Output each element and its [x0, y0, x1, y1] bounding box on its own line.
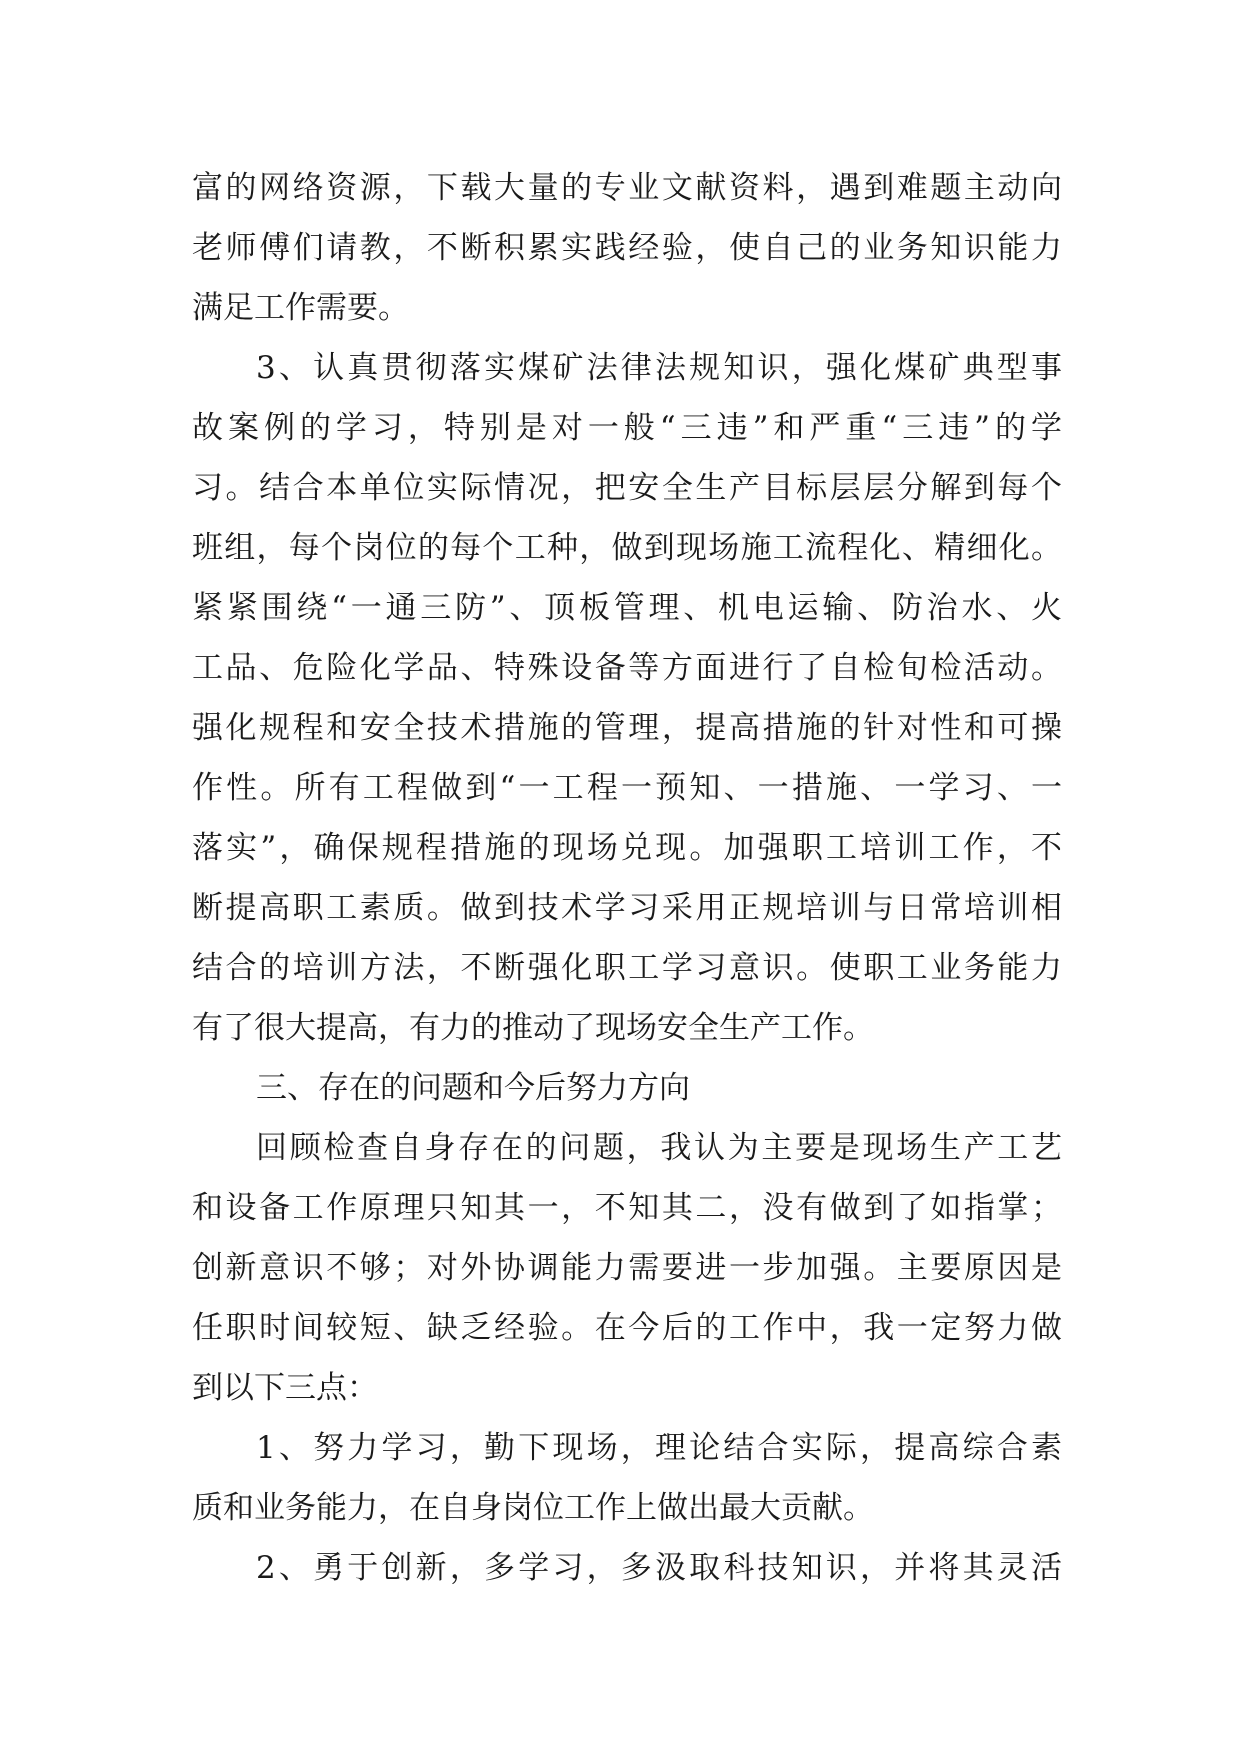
text-line: 断提高职工素质。做到技术学习采用正规培训与日常培训相: [192, 890, 1062, 926]
text-line: 3、认真贯彻落实煤矿法律法规知识，强化煤矿典型事: [256, 350, 1062, 386]
text-line: 满足工作需要。: [192, 290, 409, 326]
text-line: 工品、危险化学品、特殊设备等方面进行了自检旬检活动。: [192, 650, 1062, 686]
text-line: 故案例的学习，特别是对一般“三违”和严重“三违”的学: [192, 410, 1062, 446]
text-line: 创新意识不够；对外协调能力需要进一步加强。主要原因是: [192, 1250, 1062, 1286]
text-line: 老师傅们请教，不断积累实践经验，使自己的业务知识能力: [192, 230, 1062, 266]
text-line: 班组，每个岗位的每个工种，做到现场施工流程化、精细化。: [192, 530, 1062, 566]
text-line: 1、努力学习，勤下现场，理论结合实际，提高综合素: [256, 1430, 1062, 1466]
text-line: 质和业务能力，在自身岗位工作上做出最大贡献。: [192, 1490, 874, 1526]
text-line: 到以下三点：: [192, 1370, 378, 1406]
text-line: 和设备工作原理只知其一，不知其二，没有做到了如指掌；: [192, 1190, 1062, 1226]
body-text: [192, 158, 1062, 1598]
text-line: 落实”，确保规程措施的现场兑现。加强职工培训工作，不: [192, 830, 1062, 866]
text-line: 富的网络资源，下载大量的专业文献资料，遇到难题主动向: [192, 170, 1062, 206]
text-line: 有了很大提高，有力的推动了现场安全生产工作。: [192, 1010, 874, 1046]
text-line: 强化规程和安全技术措施的管理，提高措施的针对性和可操: [192, 710, 1062, 746]
text-line: 作性。所有工程做到“一工程一预知、一措施、一学习、一: [192, 770, 1062, 806]
text-line: 回顾检查自身存在的问题，我认为主要是现场生产工艺: [256, 1130, 1062, 1166]
text-line: 紧紧围绕“一通三防”、顶板管理、机电运输、防治水、火: [192, 590, 1062, 626]
text-line: 结合的培训方法，不断强化职工学习意识。使职工业务能力: [192, 950, 1062, 986]
text-line: 2、勇于创新，多学习，多汲取科技知识，并将其灵活: [256, 1550, 1062, 1586]
text-line: 习。结合本单位实际情况，把安全生产目标层层分解到每个: [192, 470, 1062, 506]
text-line: 任职时间较短、缺乏经验。在今后的工作中，我一定努力做: [192, 1310, 1062, 1346]
section-heading: 三、存在的问题和今后努力方向: [256, 1070, 690, 1106]
